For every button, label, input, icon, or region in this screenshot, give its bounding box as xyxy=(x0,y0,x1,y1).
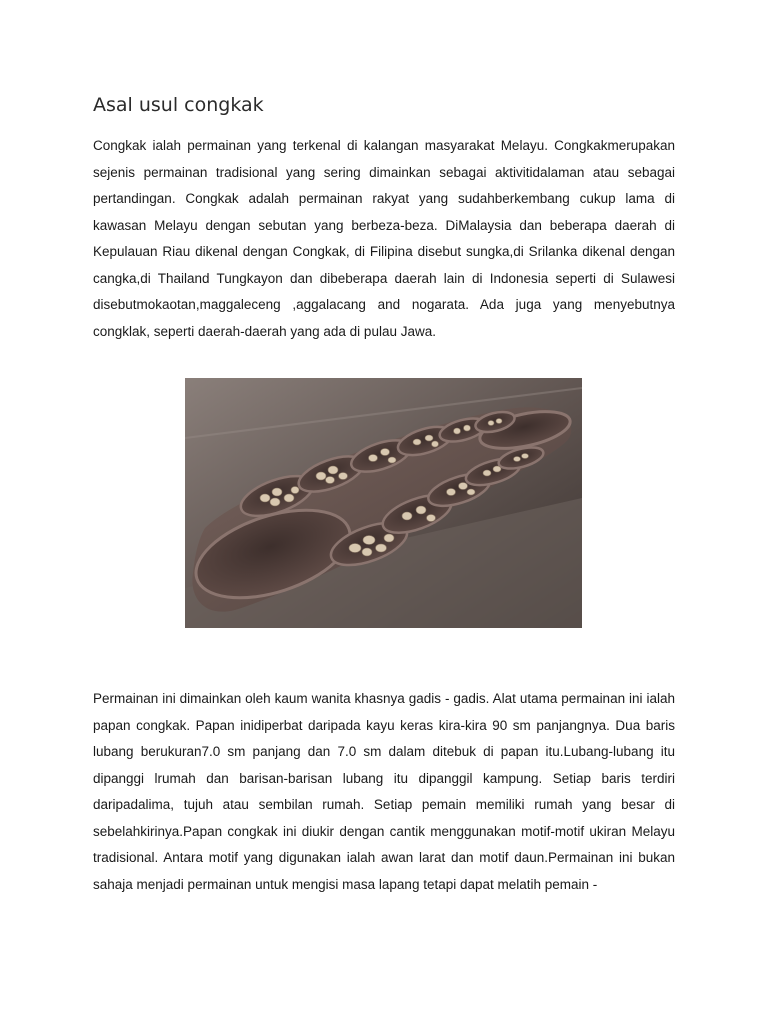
congkak-board-photo xyxy=(185,378,582,628)
paragraph-gameplay: Permainan ini dimainkan oleh kaum wanita khasnya gadis - gadis. Alat utama permainan ini ialah papan congkak. Papan inidiperbat daripada kayu keras kira-kira 90 sm panjangnya. Dua baris lubang berukuran7.0 sm panjang dan 7.0 sm dalam ditebuk di papan itu.Lubang-lubang itu dipanggi lrumah dan barisan-barisan lubang itu dipanggil kampung. Setiap baris terdiri daripadalima, tujuh atau sembilan rumah. Setiap pemain memiliki rumah yang besar di sebelahkirinya.Papan congkak ini diukir dengan cantik menggunakan motif-motif ukiran Melayu tradisional. Antara motif yang digunakan ialah awan larat dan motif daun.Permainan ini bukan sahaja menjadi permainan untuk mengisi masa lapang tetapi dapat melatih pemain - xyxy=(93,691,675,892)
paragraph-intro: Congkak ialah permainan yang terkenal di kalangan masyarakat Melayu. Congkakmerupakan sejenis permainan tradisional yang sering dimainkan sebagai aktivitidalaman atau sebagai pertandingan. Congkak adalah permainan rakyat yang sudahberkembang cukup lama di kawasan Melayu dengan sebutan yang berbeza-beza. DiMalaysia dan beberapa daerah di Kepulauan Riau dikenal dengan Congkak, di Filipina disebut sungka,di Srilanka dikenal dengan cangka,di Thailand Tungkayon dan dibeberapa daerah lain di Indonesia seperti di Sulawesi disebutmokaotan,maggaleceng ,aggalacang and nogarata. Ada juga yang menyebutnya congklak, seperti daerah-daerah yang ada di pulau Jawa. xyxy=(93,138,675,339)
page-title: Asal usul congkak xyxy=(93,94,264,116)
